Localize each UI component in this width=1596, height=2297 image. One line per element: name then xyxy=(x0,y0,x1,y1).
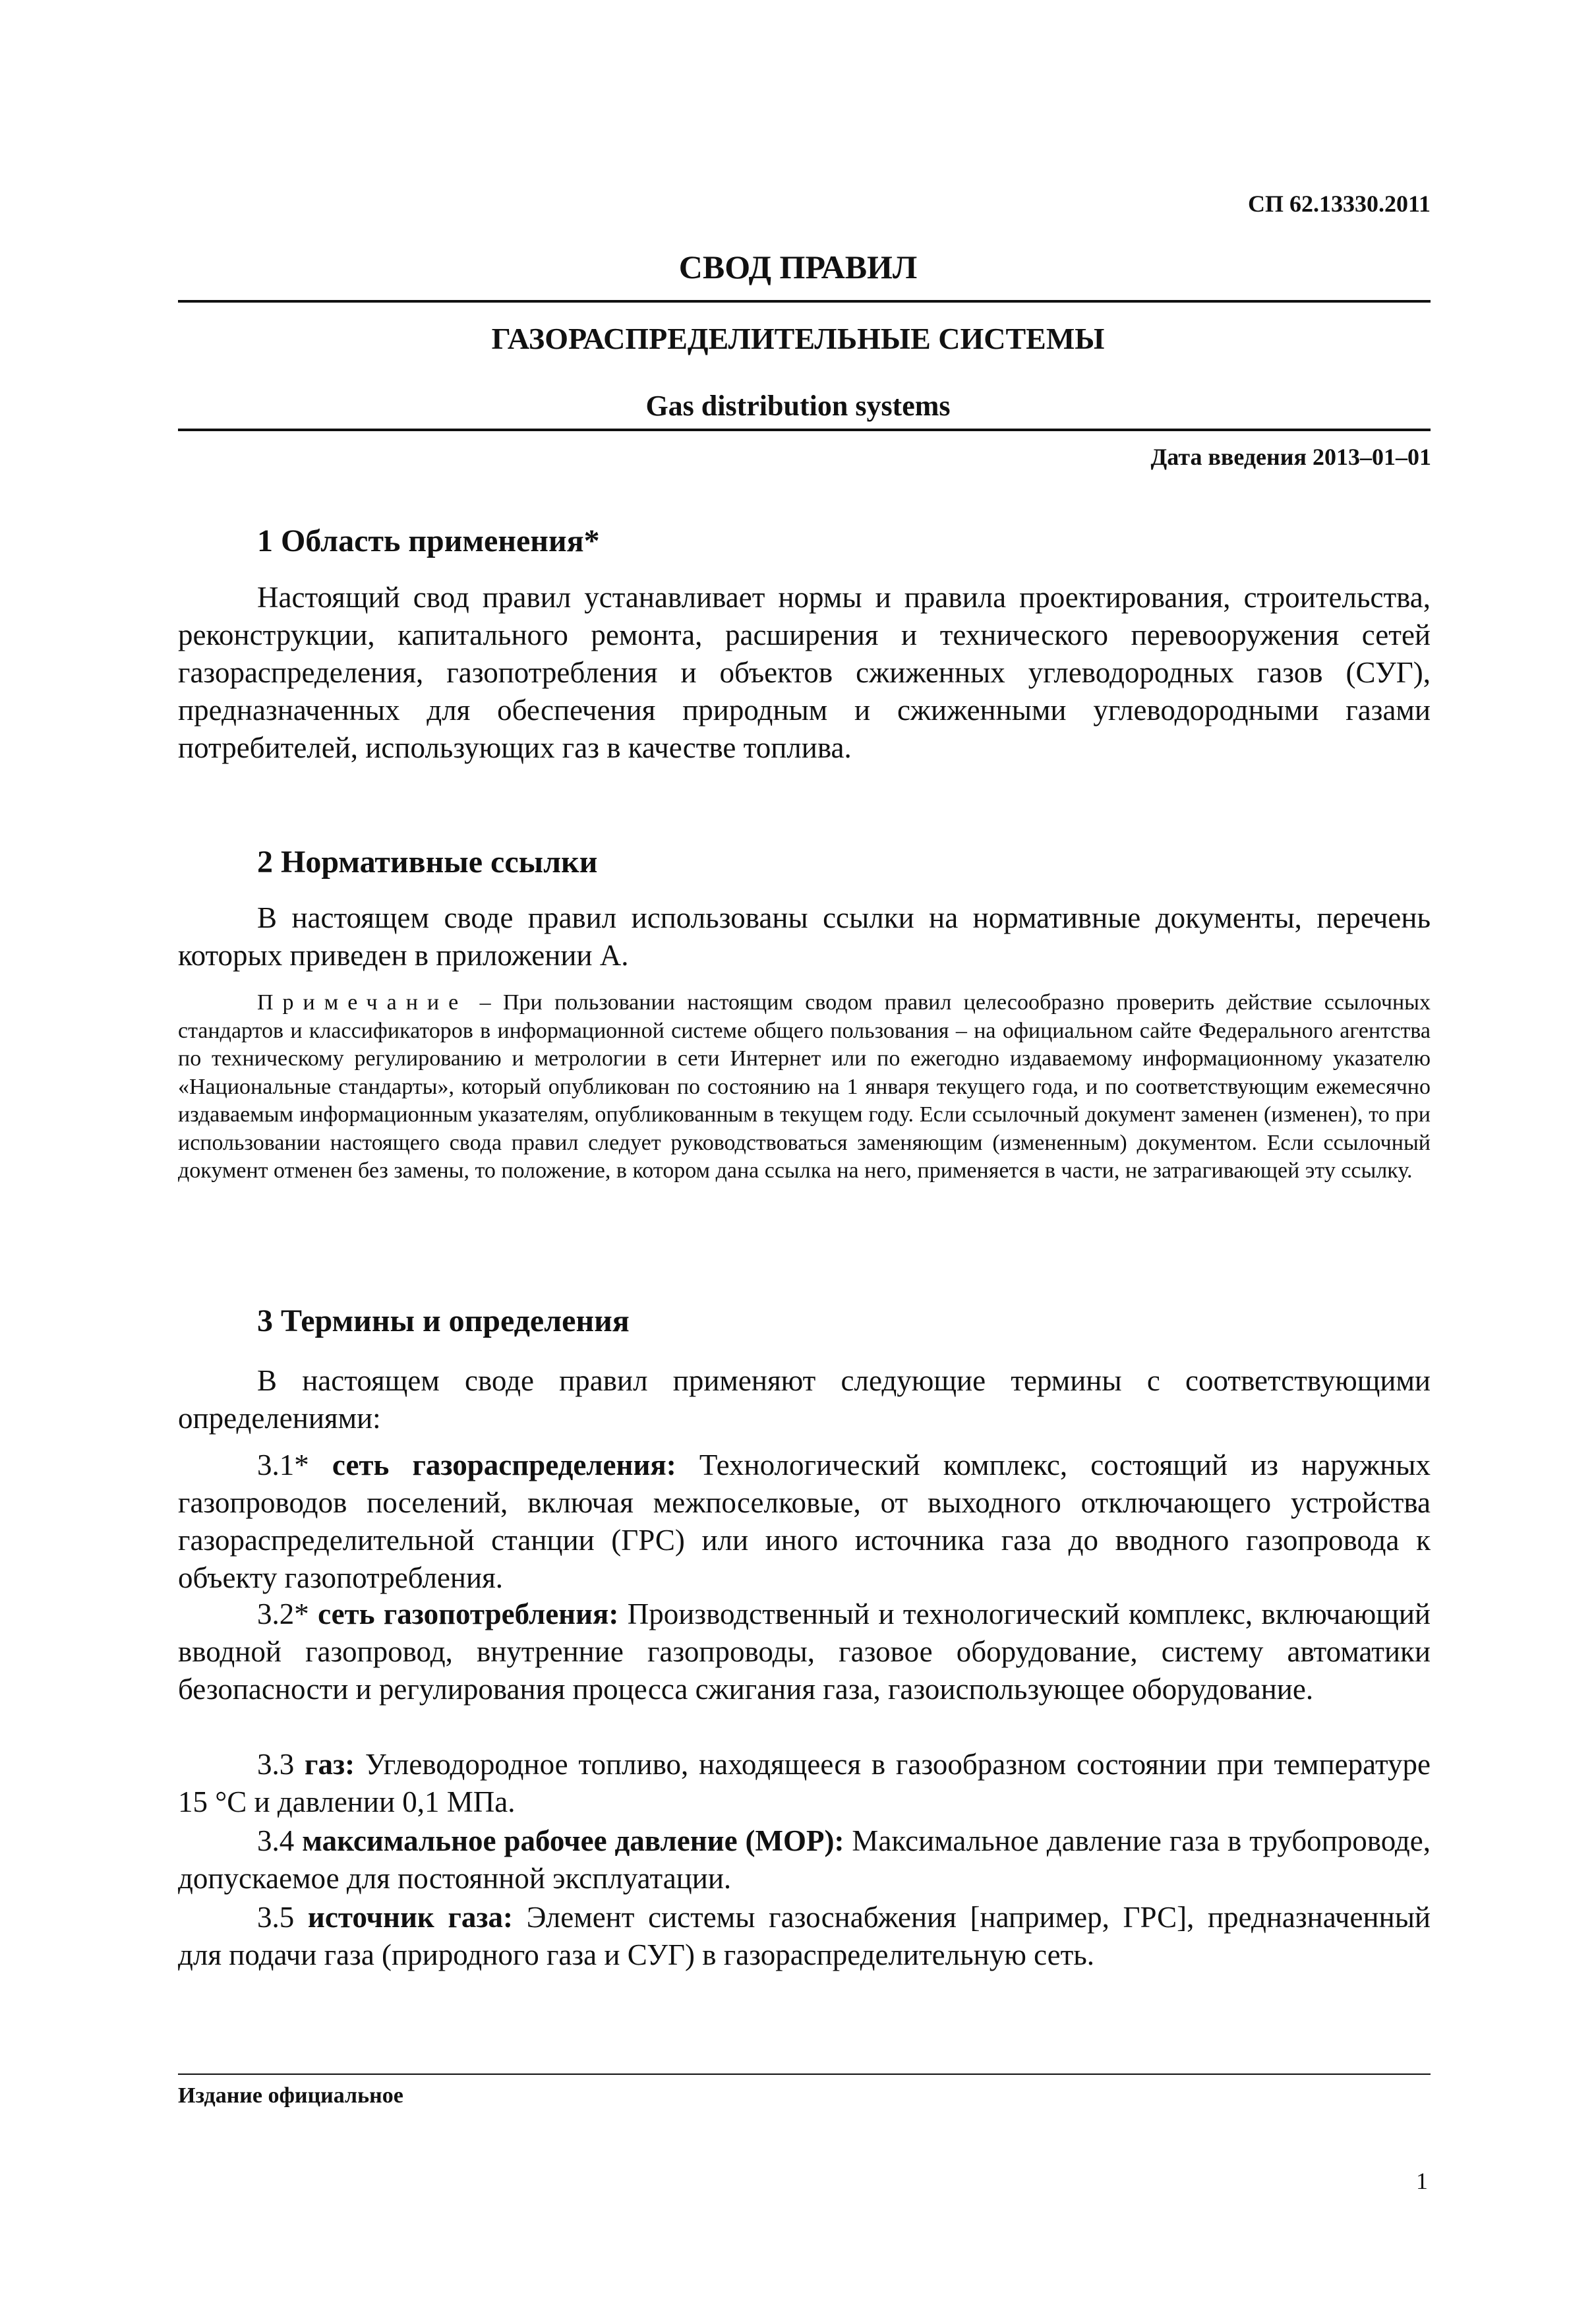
definition-term: газ: xyxy=(305,1748,355,1781)
definition-3-1 xyxy=(178,1447,1431,1597)
document-title: СВОД ПРАВИЛ xyxy=(678,249,918,285)
definition-text: Элемент системы газоснабжения [например, ГРС], предназначенный для подачи газа (природного газа и СУГ) в газораспределительную сеть. xyxy=(178,1901,1431,1971)
definition-number: 3.3 xyxy=(257,1748,295,1781)
definition-number: 3.1* xyxy=(257,1448,309,1481)
definition-3-2 xyxy=(178,1596,1431,1708)
definition-term: максимальное рабочее давление (МОР): xyxy=(302,1824,844,1857)
document-subtitle-ru: ГАЗОРАСПРЕДЕЛИТЕЛЬНЫЕ СИСТЕМЫ xyxy=(491,322,1105,355)
definition-number: 3.2* xyxy=(257,1597,309,1630)
section-1-heading: 1 Область применения* xyxy=(257,523,600,558)
section-3-paragraph: В настоящем своде правил применяют следующие термины с соответствующими определениями: xyxy=(178,1364,1431,1435)
section-2-heading: 2 Нормативные ссылки xyxy=(257,845,598,880)
page-number: 1 xyxy=(1416,2168,1428,2194)
definition-term: сеть газораспределения: xyxy=(332,1448,676,1481)
title-divider xyxy=(178,300,1431,303)
note-text: – При пользовании настоящим сводом правил целесообразно проверить действие ссылочных стандартов и классификаторов в информационной системе общего пользования – на официальном сайте Федерального агентства по техническому регулированию и метрологии в сети Интернет или по ежегодно издаваемому информационному указателю «Национальные стандарты», который опубликован по состоянию на 1 января текущего года, и по соответствующим ежемесячно издаваемым информационным указателям, опубликованным в текущем году. Если ссылочный документ заменен (изменен), то при использовании настоящего свода правил следует руководствоваться заменяющим (измененным) документом. Если ссылочный документ отменен без замены, то положение, в котором дана ссылка на него, применяется в части, не затрагивающей эту ссылку. xyxy=(178,990,1431,1183)
definition-term: источник газа: xyxy=(307,1901,514,1934)
definition-3-4 xyxy=(178,1822,1431,1897)
definition-text: Производственный и технологический комплекс, включающий вводной газопровод, внутренние газопроводы, газовое оборудование, систему автоматики безопасности и регулирования процесса сжигания газа, газоиспользующее оборудование. xyxy=(178,1597,1431,1706)
definition-3-3 xyxy=(178,1746,1431,1821)
document-code: СП 62.13330.2011 xyxy=(1247,191,1431,217)
definition-text: Максимальное давление газа в трубопроводе, допускаемое для постоянной эксплуатации. xyxy=(178,1824,1431,1895)
definition-number: 3.4 xyxy=(257,1824,295,1857)
definition-text: Углеводородное топливо, находящееся в газообразном состоянии при температуре 15 °С и давлении 0,1 МПа. xyxy=(178,1748,1431,1818)
section-2-paragraph: В настоящем своде правил использованы ссылки на нормативные документы, перечень которых приведен в приложении А. xyxy=(178,901,1431,972)
definition-text: Технологический комплекс, состоящий из наружных газопроводов поселений, включая межпоселковые, от выходного отключающего устройства газораспределительной станции (ГРС) или иного источника газа до вводного газопровода к объекту газопотребления. xyxy=(178,1448,1431,1594)
footer-divider xyxy=(178,2073,1431,2075)
definition-term: сеть газопотребления: xyxy=(318,1597,619,1630)
subtitle-divider xyxy=(178,429,1431,431)
definition-number: 3.5 xyxy=(257,1901,295,1934)
edition-label: Издание официальное xyxy=(178,2083,403,2108)
note-label: Примечание xyxy=(257,990,468,1015)
section-3-heading: 3 Термины и определения xyxy=(257,1303,630,1338)
definition-3-5 xyxy=(178,1899,1431,1974)
section-2-note xyxy=(178,989,1431,1185)
section-1-paragraph: Настоящий свод правил устанавливает нормы и правила проектирования, строительства, реконструкции, капитального ремонта, расширения и технического перевооружения сетей газораспределения, газопотребления и объектов сжиженных углеводородных газов (СУГ), предназначенных для обеспечения природным и сжиженными углеводородными газами потребителей, использующих газ в качестве топлива. xyxy=(178,581,1431,764)
introduction-date: Дата введения 2013–01–01 xyxy=(1150,444,1431,470)
document-subtitle-en: Gas distribution systems xyxy=(645,390,951,422)
